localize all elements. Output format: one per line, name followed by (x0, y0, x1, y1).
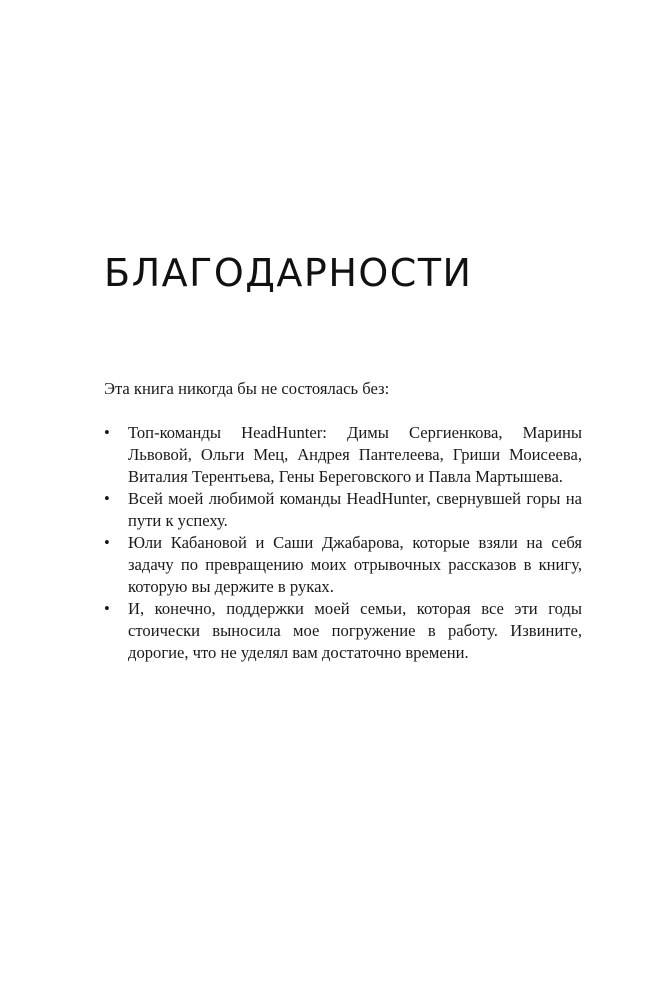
bullet-icon: • (104, 489, 110, 508)
chapter-body (104, 378, 582, 664)
bullet-icon: • (104, 533, 110, 552)
list-item (104, 422, 582, 488)
list-item-text: И, конечно, поддержки моей семьи, которая все эти годы стоически выносила мое погружение в работу. Извините, дорогие, что не уделял вам достаточно времени. (128, 599, 582, 662)
list-item (104, 598, 582, 664)
chapter-title: БЛАГОДАРНОСТИ (104, 251, 473, 295)
list-item-text: Топ-команды HeadHunter: Димы Сергиенкова, Марины Львовой, Ольги Мец, Андрея Пантелеева, Гриши Моисеева, Виталия Терентьева, Гены Береговского и Павла Мартышева. (128, 423, 582, 486)
acknowledgements-list (104, 422, 582, 664)
list-item-text: Всей моей любимой команды HeadHunter, свернувшей горы на пути к успеху. (128, 489, 582, 530)
bullet-icon: • (104, 599, 110, 618)
intro-paragraph: Эта книга никогда бы не состоялась без: (104, 379, 390, 398)
list-item (104, 488, 582, 532)
list-item (104, 532, 582, 598)
bullet-icon: • (104, 423, 110, 442)
list-item-text: Юли Кабановой и Саши Джабарова, которые взяли на себя задачу по превращению моих отрывочных рассказов в книгу, которую вы держите в руках. (128, 533, 582, 596)
